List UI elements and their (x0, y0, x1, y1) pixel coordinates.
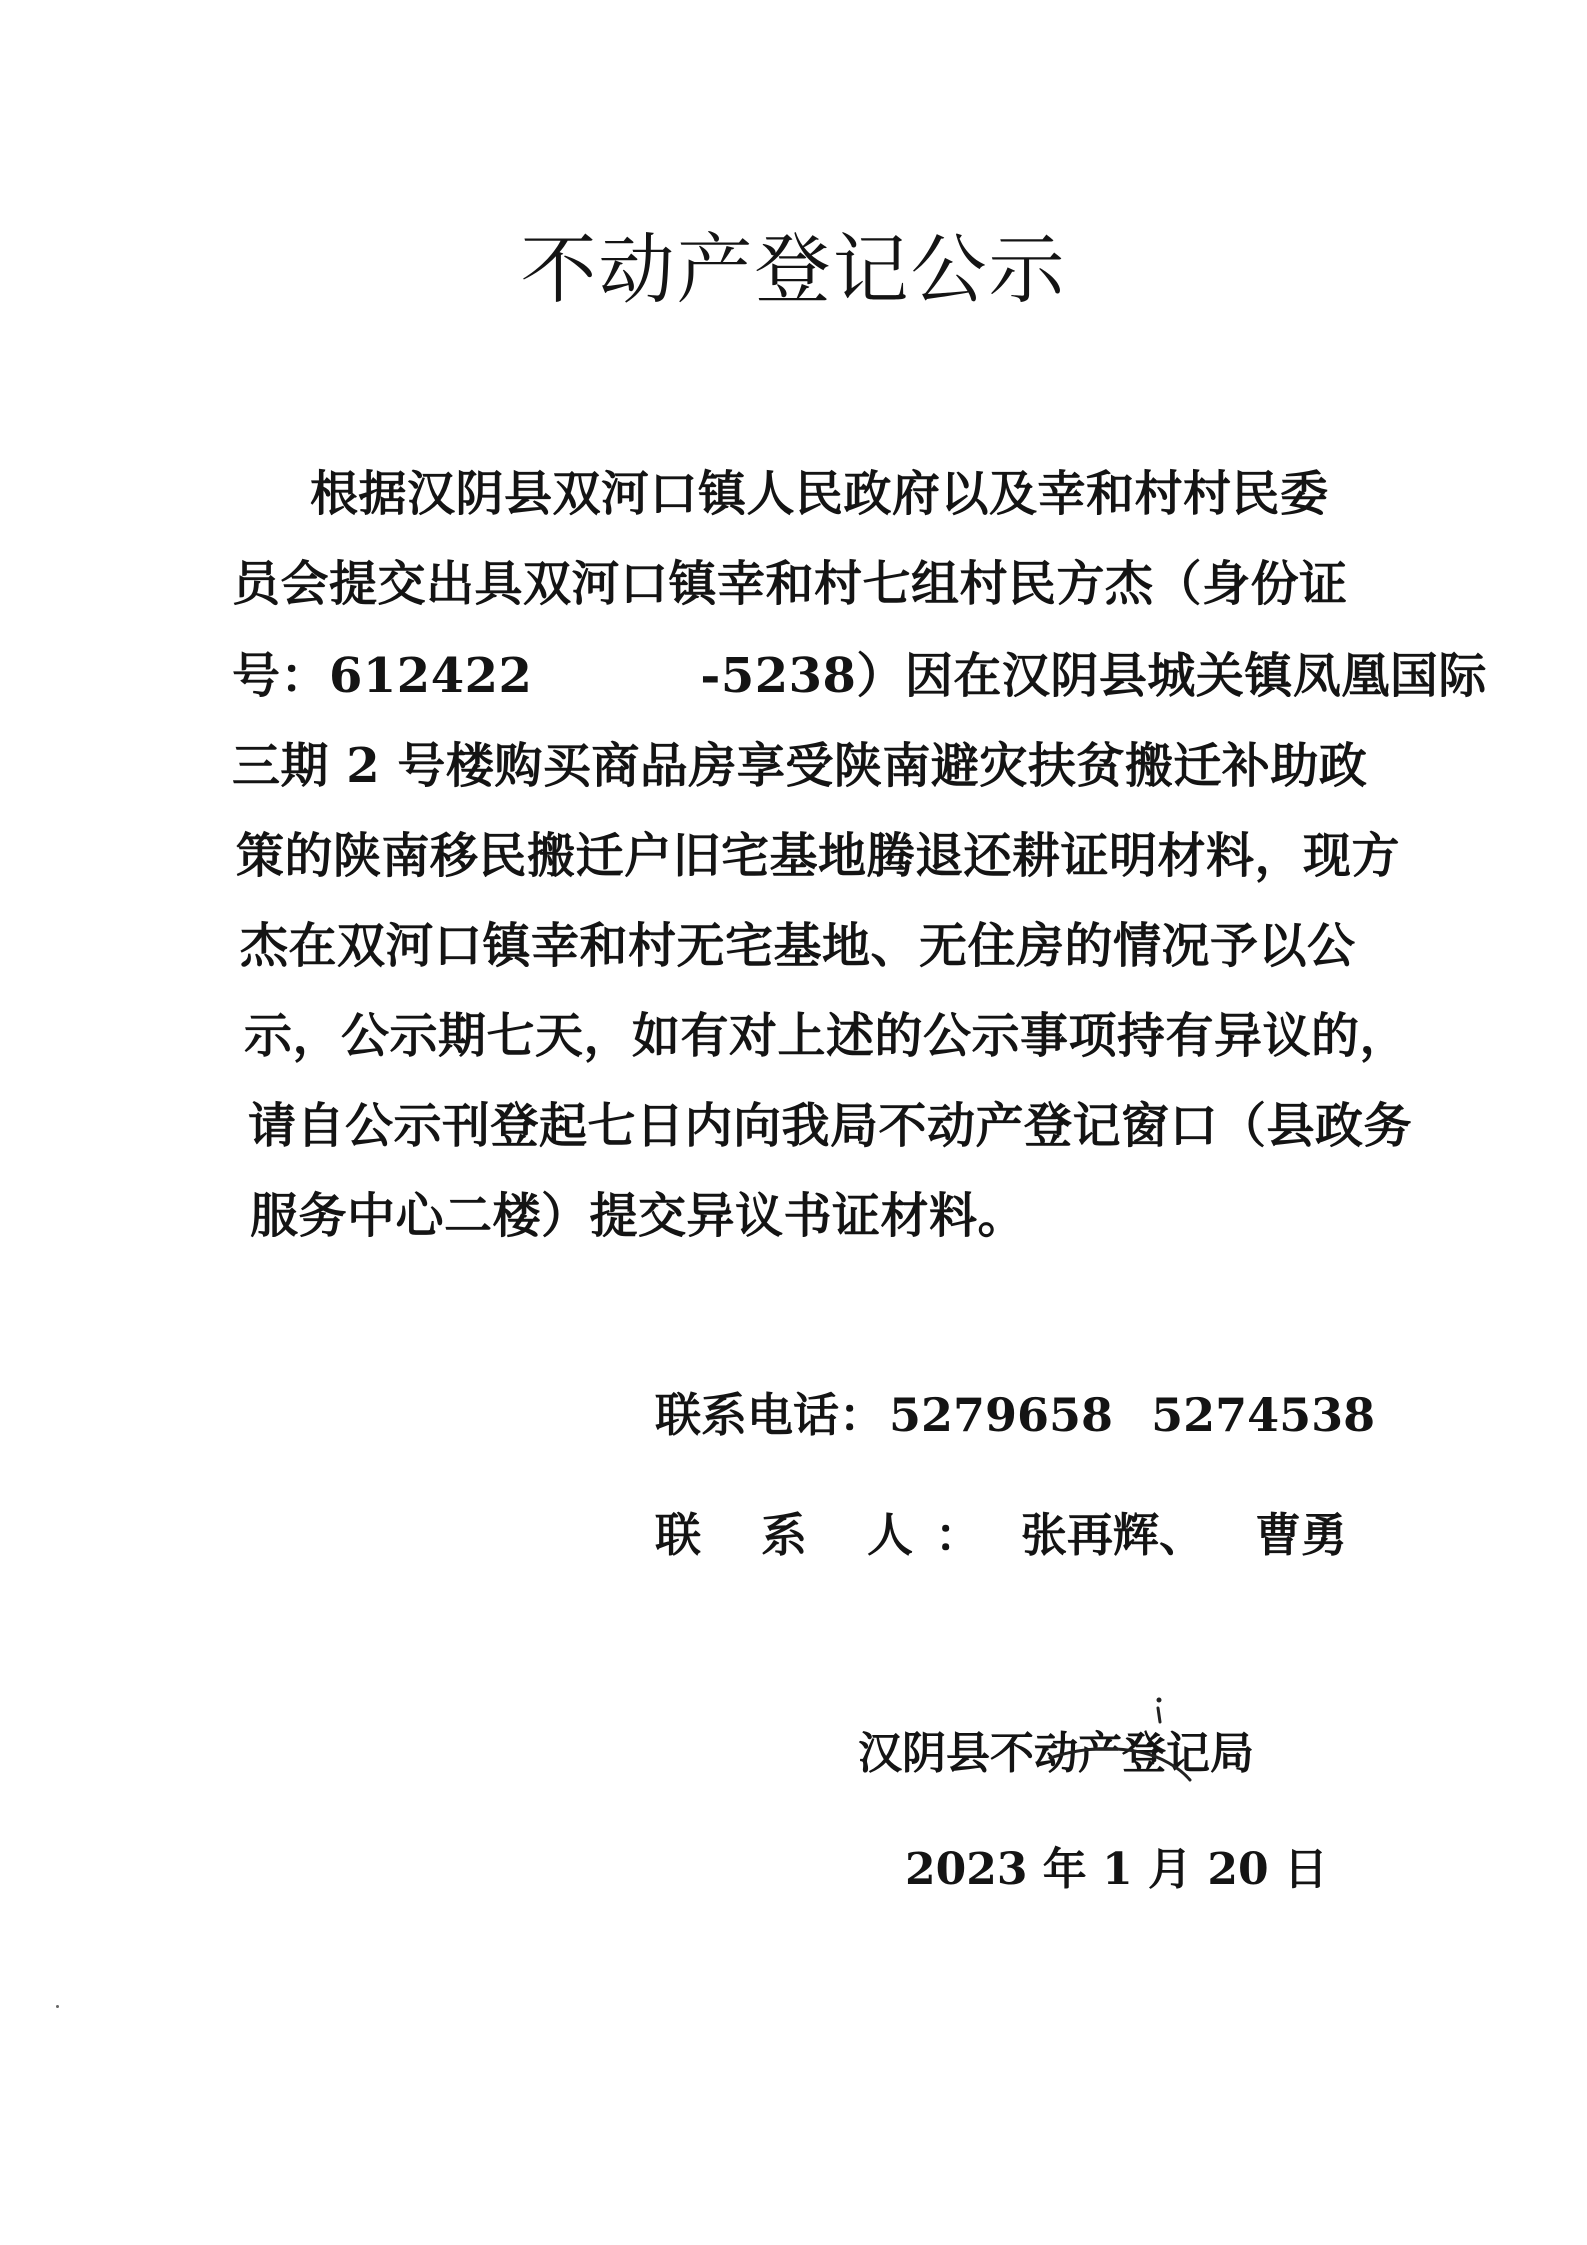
body-line-3: 三期 2 号楼购买商品房享受陕南避灾扶贫搬迁补助政 (232, 738, 1368, 794)
id-prefix: 号：612422 (232, 648, 533, 704)
contact-person (655, 1508, 1348, 1562)
body-line-4: 策的陕南移民搬迁户旧宅基地腾退还耕证明材料，现方 (236, 828, 1401, 884)
body-line-id (232, 648, 1487, 704)
person-name-2: 曹勇 (1255, 1508, 1348, 1562)
person-label: 联 系 人： (655, 1508, 1004, 1562)
body-line-5: 杰在双河口镇幸和村无宅基地、无住房的情况予以公 (240, 918, 1356, 974)
issuer-name: 汉阴县不动产登记局 (858, 1728, 1254, 1779)
body-line-2: 员会提交出具双河口镇幸和村七组村民方杰（身份证 (232, 556, 1348, 612)
phone-label: 联系电话： (655, 1388, 885, 1442)
issue-date: 2023 年 1 月 20 日 (905, 1844, 1328, 1895)
body-line-7: 请自公示刊登起七日内向我局不动产登记窗口（县政务 (248, 1098, 1413, 1154)
contact-phone (655, 1388, 1376, 1442)
body-line-8: 服务中心二楼）提交异议书证材料。 (250, 1188, 1027, 1244)
body-line-6: 示，公示期七天，如有对上述的公示事项持有异议的， (244, 1008, 1409, 1064)
signature-stroke (1040, 1688, 1240, 1798)
person-name-1: 张再辉、 (1021, 1508, 1206, 1562)
scan-speck (56, 2005, 59, 2008)
id-suffix: -5238）因在汉阴县城关镇凤凰国际 (700, 648, 1487, 704)
phone-number-2: 5274538 (1151, 1388, 1376, 1442)
body-line-1: 根据汉阴县双河口镇人民政府以及幸和村村民委 (310, 466, 1329, 522)
page-title: 不动产登记公示 (520, 225, 1067, 314)
phone-number-1: 5279658 (889, 1388, 1114, 1442)
